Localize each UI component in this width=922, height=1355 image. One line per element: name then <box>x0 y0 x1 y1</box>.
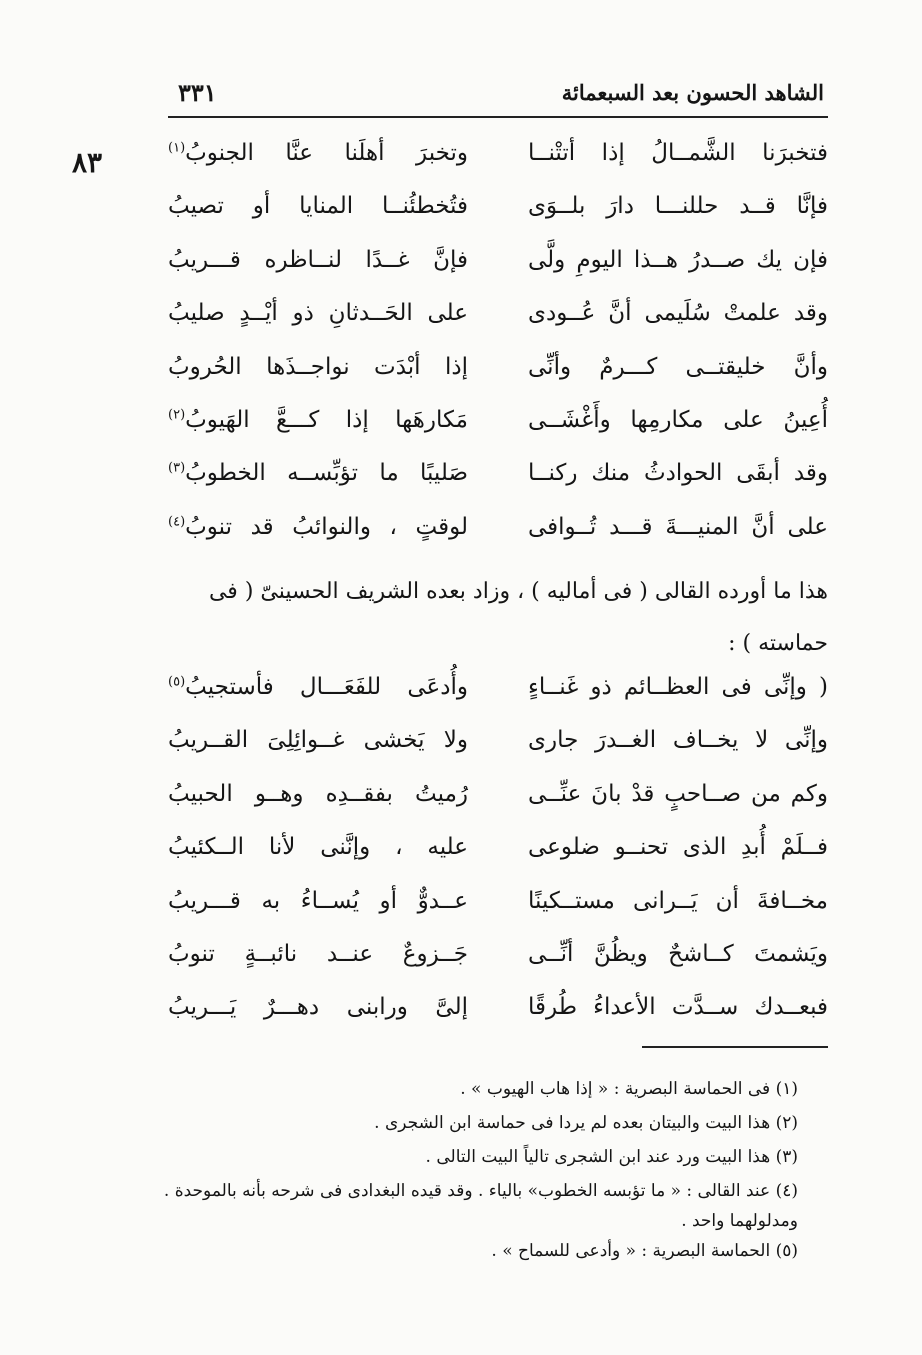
verse-second-hemistich-text: جَــزوعٌ عنــد نائبــةٍ تنوبُ <box>168 940 468 967</box>
verse-first-hemistich: مخــافةَ أن يَــرانى مستــكينًا <box>528 887 828 914</box>
verse-second-hemistich-text: إذا أبْدَت نواجــذَها الحُروبُ <box>168 353 468 380</box>
verse-line <box>168 354 828 407</box>
verse-second-hemistich-text: وتخبرَ أهلَنا عنَّا الجنوبُ <box>185 140 468 166</box>
footnotes <box>163 1072 798 1268</box>
verse-second-hemistich-text: إلىَّ ورابنى دهـــرٌ يَـــريبُ <box>168 994 468 1021</box>
verse-second-hemistich <box>168 674 468 700</box>
verse-second-hemistich <box>168 888 468 914</box>
verse-first-hemistich: فبعــدك ســدَّت الأعداءُ طُرقًا <box>528 994 828 1021</box>
verse-first-hemistich: ويَشمتَ كــاشحٌ ويظُنَّ أنِّــى <box>528 940 828 967</box>
footnote: ومدلولهما واحد . <box>681 1211 798 1231</box>
verse-second-hemistich-text: فإنَّ غــدًا لنــاظره قـــريبُ <box>168 246 468 273</box>
verse-second-hemistich <box>168 407 468 433</box>
verse-second-hemistich <box>168 834 468 860</box>
verse-line <box>168 727 828 780</box>
footnote-reference: (٣) <box>168 460 186 476</box>
verse-second-hemistich <box>168 514 468 540</box>
verse-second-hemistich <box>168 354 468 380</box>
verse-line <box>168 193 828 246</box>
verse-line <box>168 674 828 727</box>
verse-first-hemistich: ( وإنِّى فى العظــائم ذو غَنــاءٍ <box>528 674 828 700</box>
header-rule <box>168 116 828 118</box>
verse-line <box>168 888 828 941</box>
verse-second-hemistich <box>168 247 468 273</box>
verse-second-hemistich <box>168 140 468 166</box>
verse-second-hemistich-text: فتُخطئُنــا المنايا أو تصيبُ <box>168 193 468 220</box>
verse-second-hemistich-text: عليه ، وإنَّنى لأنا الــكئيبُ <box>168 834 468 861</box>
footnote-reference: (٥) <box>168 674 186 690</box>
verse-line <box>168 460 828 513</box>
verse-second-hemistich-text: لوقتٍ ، والنوائبُ قد تنوبُ <box>185 513 468 540</box>
verse-second-hemistich <box>168 781 468 807</box>
footnote: (٢) هذا البيت والبيتان بعده لم يردا فى حماسة ابن الشجرى . <box>374 1113 798 1133</box>
footnote-reference: (٤) <box>168 514 186 530</box>
poem-section-1 <box>168 140 828 567</box>
verse-line <box>168 834 828 887</box>
margin-verse-number: ٨٣ <box>72 146 103 179</box>
footnote-rule <box>642 1046 828 1048</box>
verse-second-hemistich-text: رُميتُ بفقــدِه وهــو الحبيبُ <box>168 780 468 807</box>
verse-second-hemistich <box>168 727 468 753</box>
verse-first-hemistich: على أنَّ المنيـــةَ قـــد تُــوافى <box>528 513 828 540</box>
verse-second-hemistich-text: مَكارهَها إذا كـــعَّ الهَيوبُ <box>185 406 468 433</box>
verse-first-hemistich: وقد أبقَى الحوادثُ منك ركنــا <box>528 460 828 487</box>
verse-second-hemistich-text: على الحَــدثانِ ذو أيْــدٍ صليبُ <box>168 300 468 327</box>
prose-line-2: حماسته ) : <box>728 631 828 656</box>
verse-line <box>168 514 828 567</box>
verse-line <box>168 941 828 994</box>
verse-second-hemistich <box>168 300 468 326</box>
verse-first-hemistich: فإن يك صــدرُ هــذا اليومِ ولَّى <box>528 246 828 273</box>
footnote: (٥) الحماسة البصرية : « وأدعى للسماح » . <box>491 1241 798 1261</box>
verse-second-hemistich <box>168 994 468 1020</box>
verse-first-hemistich: وقد علمتْ سُلَيمى أنَّ عُــودى <box>528 300 828 327</box>
footnote-reference: (٢) <box>168 407 186 423</box>
verse-second-hemistich-text: وأُدعَى للفَعَـــال فأستجيبُ <box>185 674 468 700</box>
verse-line <box>168 994 828 1047</box>
verse-first-hemistich: وإنِّى لا يخــاف الغــدرَ جارى <box>528 727 828 754</box>
verse-line <box>168 300 828 353</box>
verse-second-hemistich-text: ولا يَخشى غــوائِلِىَ القــريبُ <box>168 727 468 754</box>
verse-line <box>168 140 828 193</box>
footnote: (١) فى الحماسة البصرية : « إذا هاب الهيوب » . <box>460 1079 798 1099</box>
verse-first-hemistich: وكم من صــاحبٍ قدْ بانَ عنِّــى <box>528 780 828 807</box>
verse-first-hemistich: فإنَّا قــد حللنـــا دارَ بلــوَى <box>528 193 828 220</box>
prose-line-1: هذا ما أورده القالى ( فى أماليه ) ، وزاد بعده الشريف الحسينىّ ( فى <box>208 579 828 604</box>
verse-line <box>168 781 828 834</box>
verse-line <box>168 247 828 300</box>
footnote: (٤) عند القالى : « ما تؤبسه الخطوب» بالياء . وقد قيده البغدادى فى شرحه بأنه بالموحدة . <box>163 1181 798 1201</box>
verse-second-hemistich <box>168 941 468 967</box>
verse-second-hemistich <box>168 193 468 219</box>
verse-second-hemistich-text: صَليبًا ما تؤبِّســه الخطوبُ <box>185 460 468 487</box>
poem-section-2 <box>168 674 828 1048</box>
verse-first-hemistich: فــلَمْ أُبدِ الذى تحنــو ضلوعى <box>528 834 828 861</box>
running-header <box>168 78 828 112</box>
verse-second-hemistich-text: عــدوٌّ أو يُســاءُ به قـــريبُ <box>168 887 468 914</box>
header-title: الشاهد الحسون بعد السبعمائة <box>561 80 824 105</box>
verse-first-hemistich: فتخبرَنا الشَّمــالُ إذا أتتْنــا <box>528 140 828 166</box>
verse-first-hemistich: وأنَّ خليقتــى كـــرمٌ وأنِّى <box>528 353 828 380</box>
verse-line <box>168 407 828 460</box>
prose-paragraph <box>168 566 828 670</box>
verse-second-hemistich <box>168 460 468 486</box>
footnote: (٣) هذا البيت ورد عند ابن الشجرى تالياً البيت التالى . <box>425 1147 798 1167</box>
verse-first-hemistich: أُعِينُ على مكارمِها وأَغْشَــى <box>528 406 828 433</box>
footnote-reference: (١) <box>168 140 186 156</box>
page-number: ٣٣١ <box>178 78 217 107</box>
